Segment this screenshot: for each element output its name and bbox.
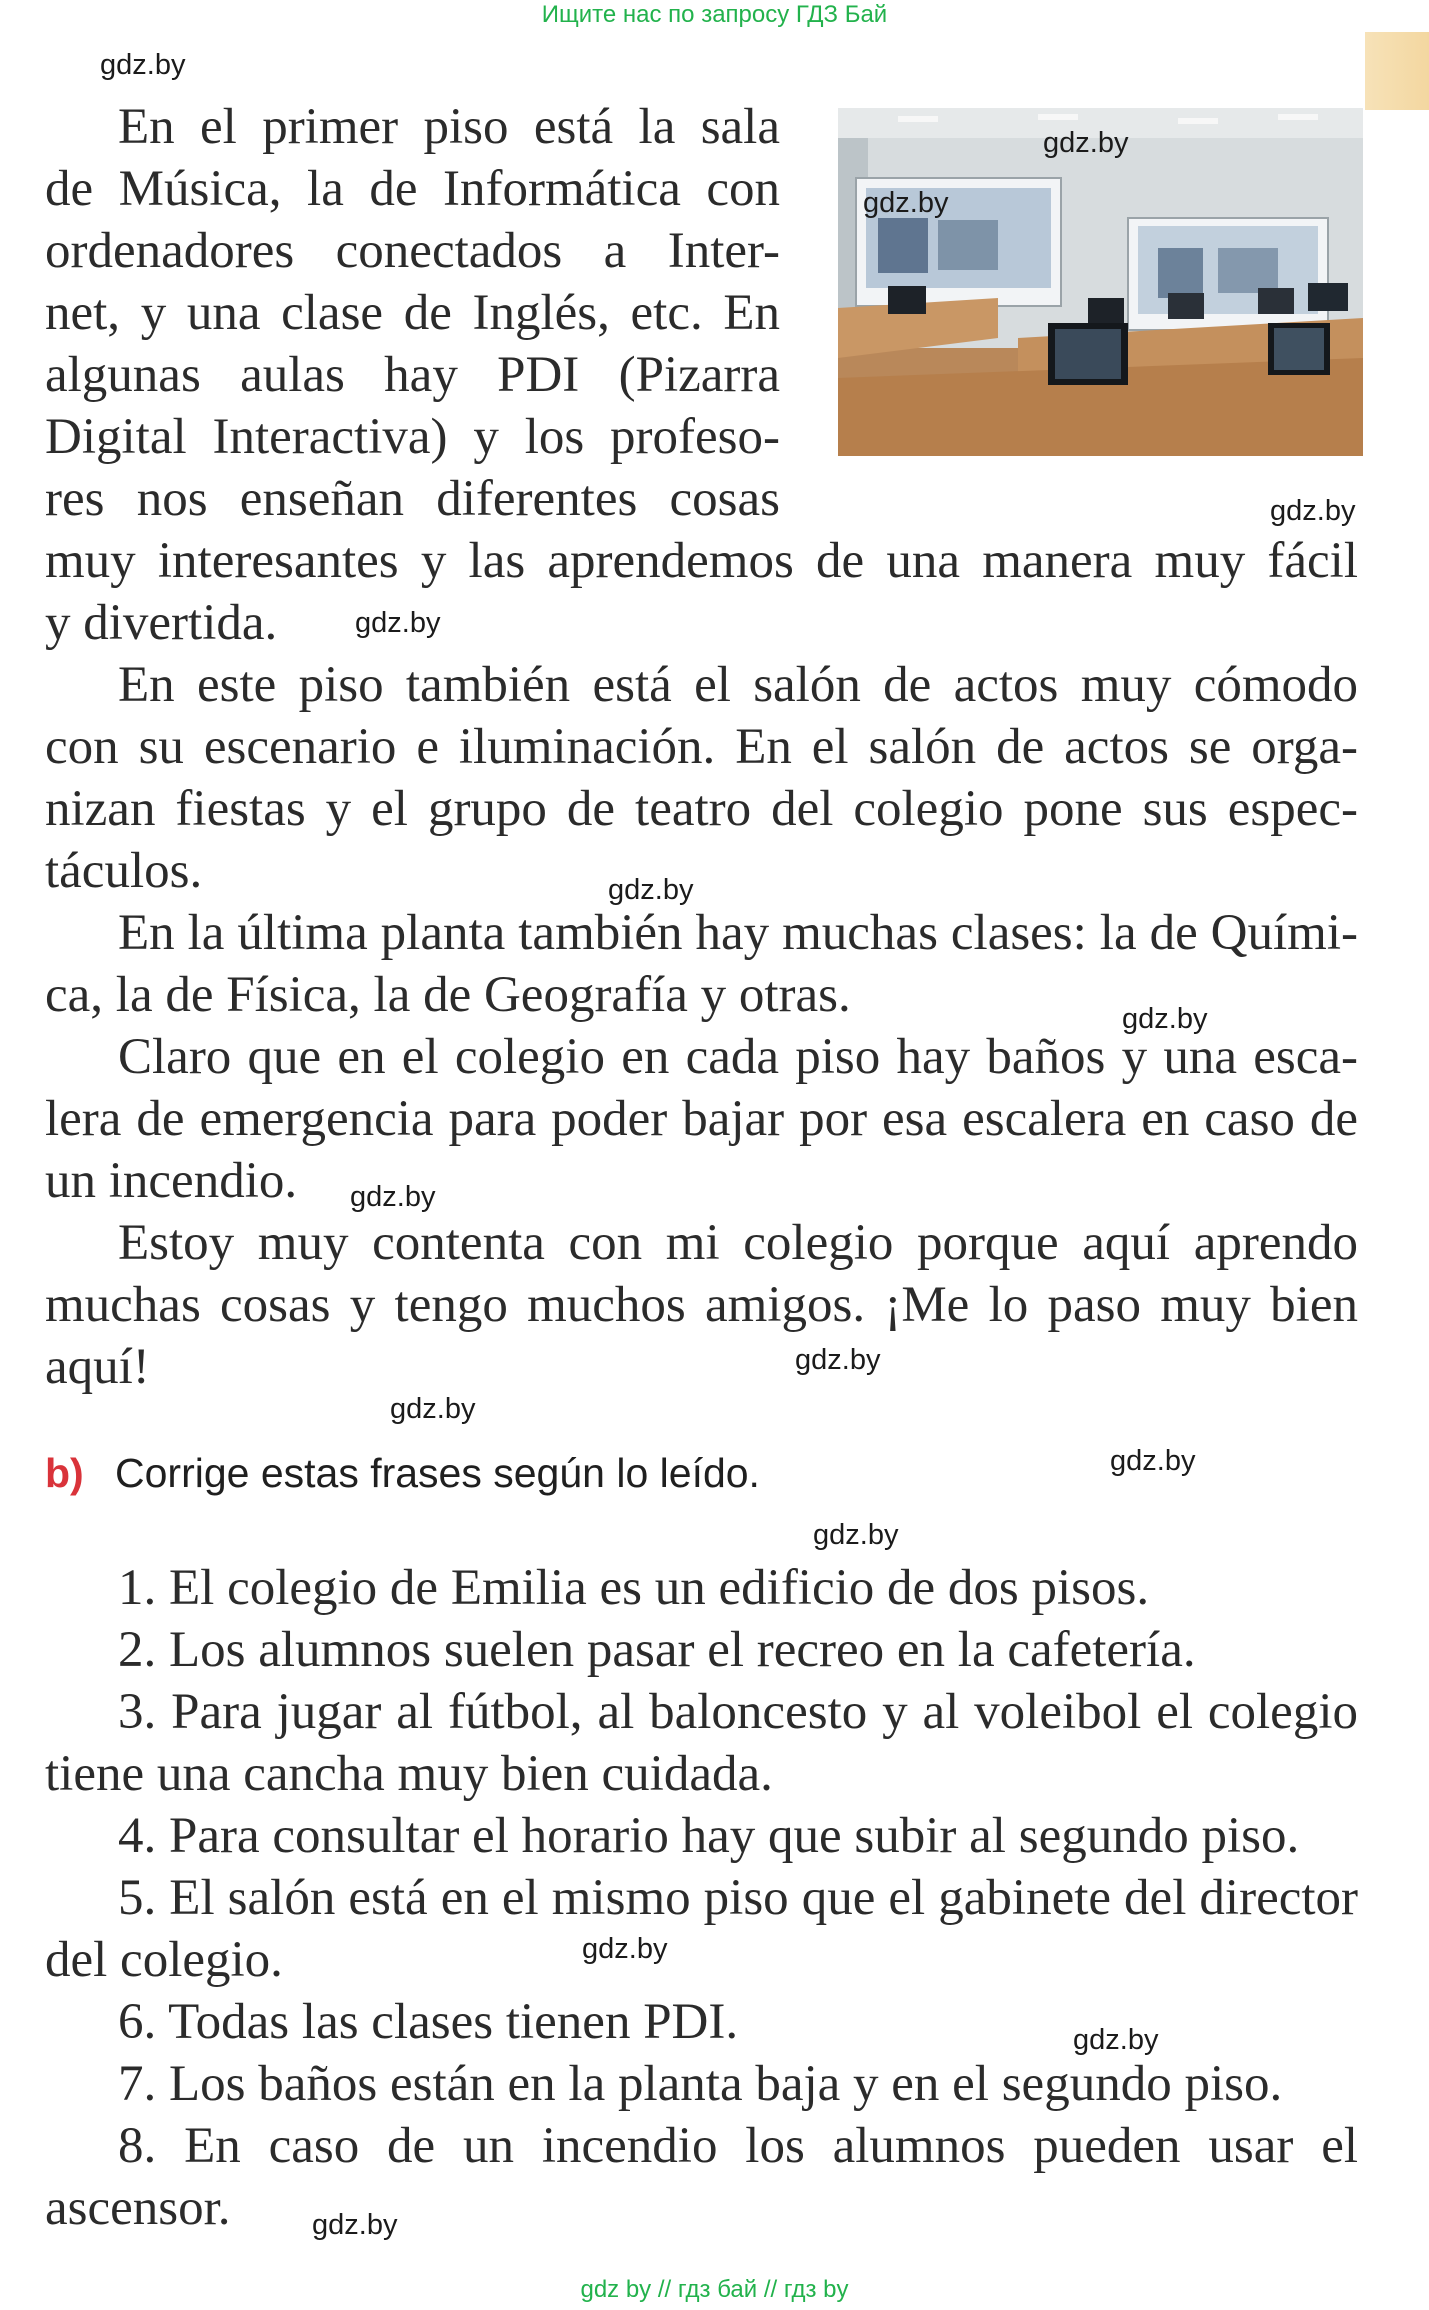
list-item: del colegio. — [45, 1932, 283, 1988]
list-item: 1. El colegio de Emilia es un edificio de dos pisos. — [118, 1560, 1150, 1616]
watermark: gdz.by — [1270, 495, 1356, 527]
watermark: gdz.by — [795, 1344, 881, 1376]
list-item: 4. Para consultar el horario hay que subir al segundo piso. — [118, 1808, 1300, 1864]
text-line: nizan fiestas y el grupo de teatro del colegio pone sus espec- — [45, 781, 1358, 837]
watermark: gdz.by — [350, 1181, 436, 1213]
list-item: 7. Los baños están en la planta baja y en el segundo piso. — [118, 2056, 1283, 2112]
text-line: res nos enseñan diferentes cosas — [45, 471, 780, 527]
list-item: ascensor. — [45, 2180, 231, 2236]
watermark: gdz.by — [355, 607, 441, 639]
text-line: Estoy muy contenta con mi colegio porque aquí aprendo — [118, 1215, 1358, 1271]
text-line: Digital Interactiva) y los profeso- — [45, 409, 780, 465]
top-banner[interactable]: Ищите нас по запросу ГДЗ Бай — [541, 1, 888, 28]
text-line: muy interesantes y las aprendemos de una manera muy fácil — [45, 533, 1358, 589]
task-label: b) — [45, 1450, 84, 1496]
footer-links[interactable]: gdz by // гдз бай // гдз by — [580, 2276, 849, 2303]
page-corner-tab — [1365, 32, 1429, 110]
text-line: muchas cosas y tengo muchos amigos. ¡Me lo paso muy bien — [45, 1277, 1358, 1333]
watermark: gdz.by — [312, 2209, 398, 2241]
text-line: un incendio. — [45, 1153, 298, 1209]
list-item: 8. En caso de un incendio los alumnos pueden usar el — [118, 2118, 1358, 2174]
watermark: gdz.by — [390, 1393, 476, 1425]
text-line: ca, la de Física, la de Geografía y otras. — [45, 967, 851, 1023]
watermark: gdz.by — [1122, 1003, 1208, 1035]
list-item: 5. El salón está en el mismo piso que el gabinete del director — [118, 1870, 1358, 1926]
list-item: tiene una cancha muy bien cuidada. — [45, 1746, 773, 1802]
watermark: gdz.by — [1073, 2024, 1159, 2056]
text-line: lera de emergencia para poder bajar por esa escalera en caso de — [45, 1091, 1358, 1147]
watermark: gdz.by — [100, 49, 186, 81]
list-item: 6. Todas las clases tienen PDI. — [118, 1994, 739, 2050]
text-line: con su escenario e iluminación. En el salón de actos se orga- — [45, 719, 1358, 775]
text-line: En este piso también está el salón de actos muy cómodo — [118, 657, 1358, 713]
text-line: En la última planta también hay muchas clases: la de Quími- — [118, 905, 1358, 961]
text-line: aquí! — [45, 1339, 150, 1395]
watermark: gdz.by — [582, 1933, 668, 1965]
text-line: Claro que en el colegio en cada piso hay baños y una esca- — [118, 1029, 1358, 1085]
text-line: y divertida. — [45, 595, 278, 651]
watermark: gdz.by — [1110, 1445, 1196, 1477]
list-item: 2. Los alumnos suelen pasar el recreo en la cafetería. — [118, 1622, 1196, 1678]
watermark: gdz.by — [863, 187, 949, 219]
text-line: net, y una clase de Inglés, etc. En — [45, 285, 780, 341]
task-instruction: Corrige estas frases según lo leído. — [115, 1450, 760, 1496]
text-line: En el primer piso está la sala — [118, 99, 780, 155]
list-item: 3. Para jugar al fútbol, al baloncesto y al voleibol el colegio — [118, 1684, 1358, 1740]
text-line: táculos. — [45, 843, 203, 899]
watermark: gdz.by — [813, 1519, 899, 1551]
text-line: algunas aulas hay PDI (Pizarra — [45, 347, 780, 403]
watermark: gdz.by — [1043, 127, 1129, 159]
text-line: ordenadores conectados a Inter- — [45, 223, 780, 279]
text-line: de Música, la de Informática con — [45, 161, 780, 217]
watermark: gdz.by — [608, 874, 694, 906]
classroom-photo — [838, 108, 1363, 456]
